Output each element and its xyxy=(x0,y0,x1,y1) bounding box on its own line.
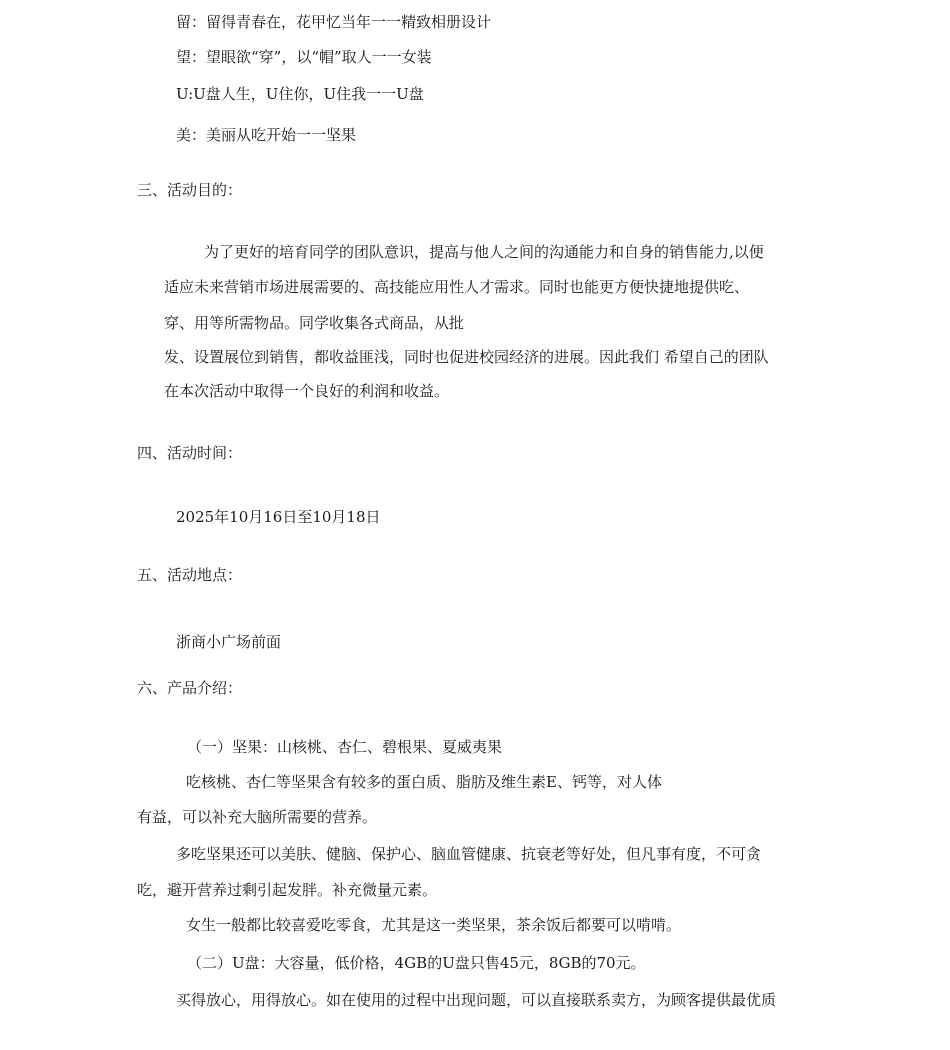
section-heading-products: 六、产品介绍： xyxy=(137,679,243,697)
product-nuts-line: 有益，可以补充大脑所需要的营养。 xyxy=(137,808,378,826)
slogan-wang: 望：望眼欲“穿”，以“帽”取人一一女装 xyxy=(176,48,432,66)
product-nuts-line: 女生一般都比较喜爱吃零食，尤其是这一类坚果，茶余饭后都要可以啃啃。 xyxy=(186,916,682,934)
purpose-line: 为了更好的培育同学的团队意识，提高与他人之间的沟通能力和自身的销售能力,以便 xyxy=(204,243,764,261)
purpose-line: 在本次活动中取得一个良好的利润和收益。 xyxy=(164,382,450,400)
activity-place: 浙商小广场前面 xyxy=(176,633,282,651)
purpose-line: 适应未来营销市场进展需要的、高技能应用性人才需求。同时也能更方便快捷地提供吃、 xyxy=(164,278,750,296)
product-nuts-line: 吃核桃、杏仁等坚果含有较多的蛋白质、脂肪及维生素E、钙等，对人体 xyxy=(186,773,662,791)
activity-time: 2025年10月16日至10月18日 xyxy=(176,508,381,526)
product-nuts-line: 多吃坚果还可以美肤、健脑、保护心、脑血管健康、抗衰老等好处，但凡事有度，不可贪 xyxy=(176,845,762,863)
product-usb-title: （二）U盘：大容量，低价格，4GB的U盘只售45元，8GB的70元。 xyxy=(187,954,646,972)
product-nuts-title: （一）坚果：山核桃、杏仁、碧根果、夏威夷果 xyxy=(187,738,503,756)
purpose-line: 发、设置展位到销售，都收益匪浅，同时也促进校园经济的进展。因此我们 希望自己的团队 xyxy=(164,348,769,366)
product-usb-line: 买得放心，用得放心。如在使用的过程中出现问题，可以直接联系卖方，为顾客提供最优质 xyxy=(176,991,777,1009)
slogan-liu: 留：留得青春在，花甲忆当年一一精致相册设计 xyxy=(176,13,492,31)
purpose-line: 穿、用等所需物品。同学收集各式商品，从批 xyxy=(164,314,465,332)
section-heading-place: 五、活动地点： xyxy=(137,566,243,584)
section-heading-time: 四、活动时间： xyxy=(137,444,243,462)
product-nuts-line: 吃，避开营养过剩引起发胖。补充微量元素。 xyxy=(137,881,438,899)
slogan-mei: 美：美丽从吃开始一一坚果 xyxy=(176,126,357,144)
slogan-u: U:U盘人生，U住你，U住我一一U盘 xyxy=(176,85,424,103)
section-heading-purpose: 三、活动目的： xyxy=(137,181,243,199)
